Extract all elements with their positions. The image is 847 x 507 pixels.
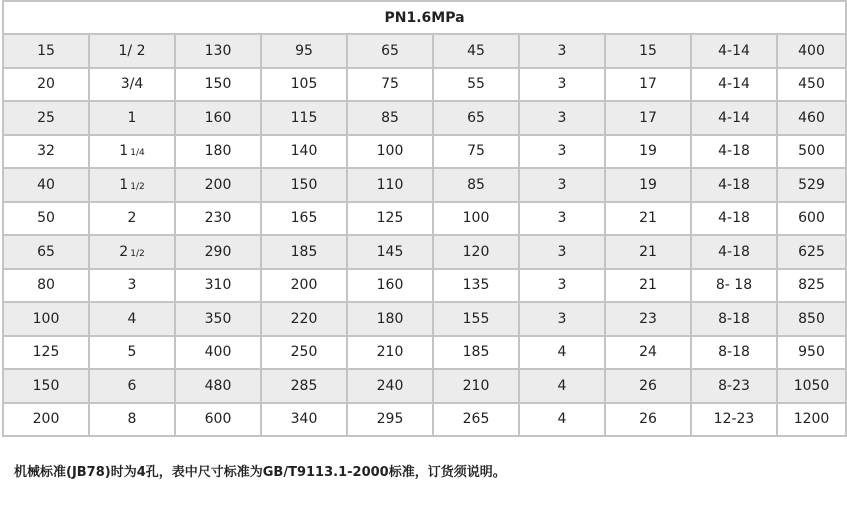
table-cell-c3: 295	[347, 403, 433, 437]
table-cell-c5: 3	[519, 68, 605, 102]
table-cell-inch	[89, 68, 175, 102]
table-cell-c5: 4	[519, 336, 605, 370]
table-cell-c4: 45	[433, 34, 519, 68]
inch-size-fraction: 1/2	[130, 181, 145, 192]
flange-spec-table	[2, 0, 847, 437]
table-cell-c5: 4	[519, 369, 605, 403]
table-cell-bolts: 4-14	[691, 68, 777, 102]
table-cell-c4: 65	[433, 101, 519, 135]
table-cell-c2: 140	[261, 135, 347, 169]
table-cell-last: 450	[777, 68, 846, 102]
table-cell-c2: 200	[261, 269, 347, 303]
table-row	[3, 369, 846, 403]
table-cell-last: 850	[777, 302, 846, 336]
table-cell-dn: 50	[3, 202, 89, 236]
table-cell-last: 625	[777, 235, 846, 269]
table-cell-c4: 185	[433, 336, 519, 370]
table-cell-bolts: 8-18	[691, 302, 777, 336]
footnote: 机械标准(JB78)时为4孔，表中尺寸标准为GB/T9113.1-2000标准，订货须说明。	[14, 465, 506, 480]
table-cell-last: 500	[777, 135, 846, 169]
table-cell-c5: 3	[519, 269, 605, 303]
inch-size-whole: 1/ 2	[118, 42, 146, 59]
table-row	[3, 235, 846, 269]
table-cell-c2: 185	[261, 235, 347, 269]
inch-size-whole: 2	[119, 243, 129, 260]
table-cell-dn: 32	[3, 135, 89, 169]
table-row	[3, 202, 846, 236]
table-cell-dn: 40	[3, 168, 89, 202]
table-cell-c6: 19	[605, 135, 691, 169]
table-cell-c3: 125	[347, 202, 433, 236]
table-cell-dn: 100	[3, 302, 89, 336]
table-cell-last: 529	[777, 168, 846, 202]
table-cell-bolts: 8-18	[691, 336, 777, 370]
table-cell-c6: 19	[605, 168, 691, 202]
table-cell-c6: 15	[605, 34, 691, 68]
table-row	[3, 269, 846, 303]
table-cell-last: 950	[777, 336, 846, 370]
table-cell-bolts: 4-18	[691, 235, 777, 269]
table-cell-inch	[89, 135, 175, 169]
table-cell-inch	[89, 202, 175, 236]
inch-size-whole: 3	[127, 277, 137, 294]
table-cell-c3: 180	[347, 302, 433, 336]
table-cell-c2: 220	[261, 302, 347, 336]
table-cell-c6: 23	[605, 302, 691, 336]
table-cell-c5: 3	[519, 302, 605, 336]
table-cell-c2: 250	[261, 336, 347, 370]
table-row	[3, 336, 846, 370]
table-cell-inch	[89, 403, 175, 437]
table-title: PN1.6MPa	[3, 1, 846, 34]
table-cell-last: 400	[777, 34, 846, 68]
table-cell-c4: 100	[433, 202, 519, 236]
table-cell-c3: 240	[347, 369, 433, 403]
inch-size-whole: 1	[127, 109, 137, 126]
table-cell-c6: 21	[605, 269, 691, 303]
table-cell-bolts: 4-14	[691, 34, 777, 68]
table-cell-c6: 17	[605, 101, 691, 135]
table-cell-c5: 4	[519, 403, 605, 437]
table-cell-last: 825	[777, 269, 846, 303]
table-row	[3, 135, 846, 169]
table-cell-c3: 210	[347, 336, 433, 370]
inch-size-fraction: 1/4	[130, 148, 145, 159]
table-cell-c2: 150	[261, 168, 347, 202]
table-cell-dn: 80	[3, 269, 89, 303]
table-cell-c6: 21	[605, 202, 691, 236]
table-cell-inch	[89, 269, 175, 303]
table-cell-bolts: 4-18	[691, 202, 777, 236]
inch-size-whole: 3/4	[120, 76, 144, 93]
table-cell-c1: 480	[175, 369, 261, 403]
table-cell-c4: 155	[433, 302, 519, 336]
table-cell-c3: 110	[347, 168, 433, 202]
table-cell-c1: 130	[175, 34, 261, 68]
table-cell-c1: 290	[175, 235, 261, 269]
table-cell-c1: 200	[175, 168, 261, 202]
table-cell-c1: 230	[175, 202, 261, 236]
table-cell-c1: 400	[175, 336, 261, 370]
table-cell-bolts: 4-14	[691, 101, 777, 135]
table-cell-c1: 150	[175, 68, 261, 102]
table-cell-c4: 265	[433, 403, 519, 437]
table-cell-c1: 310	[175, 269, 261, 303]
table-cell-c2: 105	[261, 68, 347, 102]
table-cell-dn: 200	[3, 403, 89, 437]
table-cell-c5: 3	[519, 101, 605, 135]
table-cell-last: 1050	[777, 369, 846, 403]
table-cell-c6: 26	[605, 403, 691, 437]
table-cell-c1: 160	[175, 101, 261, 135]
inch-size-whole: 2	[127, 210, 137, 227]
table-cell-c1: 350	[175, 302, 261, 336]
table-cell-c2: 95	[261, 34, 347, 68]
table-cell-c5: 3	[519, 34, 605, 68]
table-cell-last: 1200	[777, 403, 846, 437]
inch-size-whole: 6	[127, 377, 137, 394]
table-cell-bolts: 8-23	[691, 369, 777, 403]
table-cell-c6: 26	[605, 369, 691, 403]
table-cell-inch	[89, 369, 175, 403]
table-cell-c3: 65	[347, 34, 433, 68]
table-cell-c3: 75	[347, 68, 433, 102]
inch-size-whole: 1	[119, 143, 129, 160]
table-title-row	[3, 1, 846, 34]
table-cell-c6: 24	[605, 336, 691, 370]
table-cell-c2: 115	[261, 101, 347, 135]
table-cell-bolts: 8- 18	[691, 269, 777, 303]
table-cell-c4: 120	[433, 235, 519, 269]
table-cell-dn: 65	[3, 235, 89, 269]
table-cell-c2: 340	[261, 403, 347, 437]
table-cell-last: 600	[777, 202, 846, 236]
table-cell-c2: 285	[261, 369, 347, 403]
table-row	[3, 34, 846, 68]
table-cell-c6: 17	[605, 68, 691, 102]
table-row	[3, 302, 846, 336]
table-cell-bolts: 4-18	[691, 168, 777, 202]
table-cell-bolts: 4-18	[691, 135, 777, 169]
inch-size-whole: 4	[127, 310, 137, 327]
table-cell-inch	[89, 336, 175, 370]
table-cell-inch	[89, 34, 175, 68]
table-row	[3, 168, 846, 202]
table-cell-c5: 3	[519, 202, 605, 236]
table-cell-c4: 135	[433, 269, 519, 303]
inch-size-whole: 5	[127, 344, 137, 361]
table-cell-dn: 125	[3, 336, 89, 370]
table-cell-c3: 160	[347, 269, 433, 303]
table-cell-dn: 20	[3, 68, 89, 102]
table-cell-c4: 75	[433, 135, 519, 169]
table-row	[3, 101, 846, 135]
table-cell-c4: 85	[433, 168, 519, 202]
table-cell-c2: 165	[261, 202, 347, 236]
table-cell-c4: 55	[433, 68, 519, 102]
table-cell-c1: 180	[175, 135, 261, 169]
inch-size-fraction: 1/2	[130, 248, 145, 259]
inch-size-whole: 8	[127, 411, 137, 428]
table-cell-c5: 3	[519, 168, 605, 202]
table-cell-c4: 210	[433, 369, 519, 403]
table-cell-c3: 100	[347, 135, 433, 169]
inch-size-whole: 1	[119, 176, 129, 193]
table-cell-dn: 25	[3, 101, 89, 135]
table-cell-inch	[89, 235, 175, 269]
table-cell-c3: 85	[347, 101, 433, 135]
table-cell-c3: 145	[347, 235, 433, 269]
table-cell-inch	[89, 168, 175, 202]
table-cell-last: 460	[777, 101, 846, 135]
table-cell-c6: 21	[605, 235, 691, 269]
table-cell-inch	[89, 302, 175, 336]
table-cell-c5: 3	[519, 135, 605, 169]
table-cell-bolts: 12-23	[691, 403, 777, 437]
table-cell-c1: 600	[175, 403, 261, 437]
table-cell-dn: 150	[3, 369, 89, 403]
table-cell-dn: 15	[3, 34, 89, 68]
table-row	[3, 403, 846, 437]
table-row	[3, 68, 846, 102]
table-cell-inch	[89, 101, 175, 135]
table-cell-c5: 3	[519, 235, 605, 269]
